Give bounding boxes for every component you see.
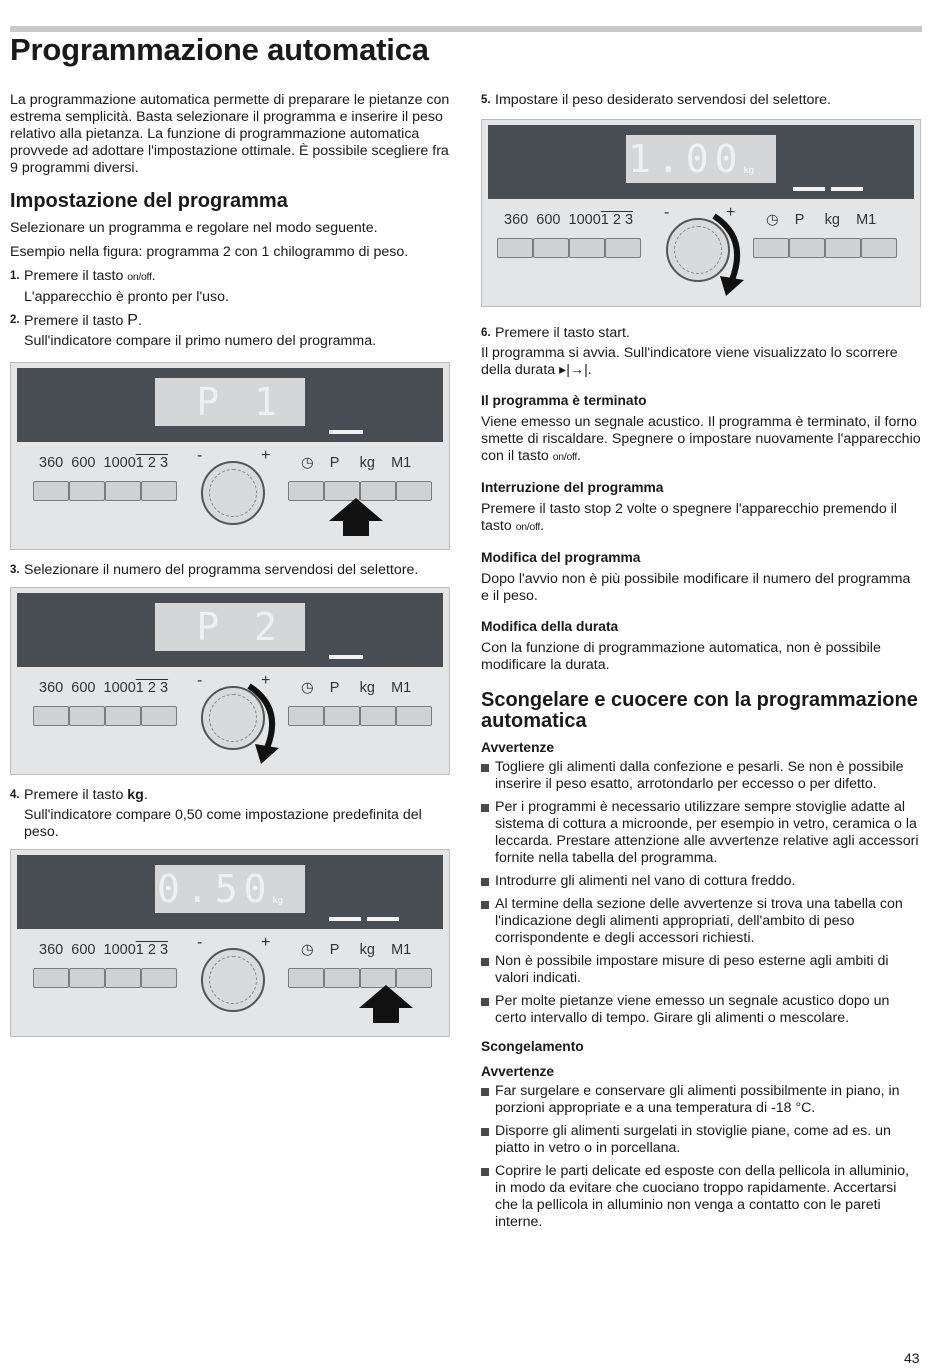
- label-kg: kg: [359, 942, 375, 958]
- label-m1: M1: [391, 942, 412, 958]
- label-m1: M1: [391, 455, 412, 471]
- step-6-result-text: Il programma si avvia. Sull'indicatore viene visualizzato lo scorrere della durata: [481, 345, 898, 378]
- page-title: Programmazione automatica: [10, 32, 429, 67]
- step-4-result: Sull'indicatore compare 0,50 come impostazione predefinita del peso.: [24, 807, 422, 840]
- heading-warnings: Avvertenze: [481, 740, 555, 755]
- modify-program-paragraph: Dopo l'avvio non è più possibile modificare il numero del programma e il peso.: [481, 571, 911, 604]
- minus-label: -: [197, 447, 203, 464]
- step-number: 3.: [10, 564, 20, 576]
- step-number: 6.: [481, 327, 491, 339]
- label-600: 600: [536, 212, 561, 228]
- defrost-warnings-list: [481, 1083, 921, 1231]
- step-text: Impostare il peso desiderato servendosi del selettore.: [495, 92, 831, 108]
- left-column: [10, 92, 450, 1049]
- label-360: 360: [504, 212, 529, 228]
- step-text: Selezionare il numero del programma servendosi del selettore.: [24, 562, 419, 578]
- control-panel-figure-4: [481, 119, 921, 307]
- minus-label: -: [197, 934, 203, 951]
- label-123: 1 2 3: [135, 680, 169, 696]
- step-text: Premere il tasto: [24, 313, 128, 329]
- step-text: Premere il tasto: [24, 787, 128, 803]
- list-item: Coprire le parti delicate ed esposte con della pellicola in alluminio, in modo da evitare che cuociano troppo rapidamente. Accertarsi che la pellicola in alluminio non venga a contatto con le pareti interne.: [481, 1163, 921, 1231]
- interrupt-paragraph: [481, 501, 921, 536]
- finished-paragraph: [481, 414, 921, 466]
- step-4: [10, 787, 450, 804]
- display-digits: P 2: [196, 605, 283, 649]
- list-item: Togliere gli alimenti dalla confezione e pesarli. Se non è possibile inserire il peso esatto, arrotondarlo per eccesso o per difetto.: [481, 759, 921, 793]
- plus-label: +: [261, 447, 271, 464]
- minus-label: -: [197, 672, 203, 689]
- label-123: 1 2 3: [135, 455, 169, 471]
- duration-symbol: ▸|→|: [559, 362, 588, 378]
- step-number: 4.: [10, 789, 20, 801]
- heading-interrupt: Interruzione del programma: [481, 480, 664, 495]
- setup-paragraph-2: Esempio nella figura: programma 2 con 1 chilogrammo di peso.: [10, 244, 409, 260]
- step-text-end: .: [137, 313, 142, 329]
- heading-modify-program: Modifica del programma: [481, 550, 641, 565]
- label-p: P: [794, 212, 805, 228]
- step-text: Premere il tasto: [24, 268, 128, 284]
- label-123: 1 2 3: [600, 212, 634, 228]
- heading-modify-duration: Modifica della durata: [481, 619, 619, 634]
- clock-icon: ◷: [301, 680, 314, 696]
- label-600: 600: [71, 455, 96, 471]
- step-text-end: .: [151, 268, 156, 284]
- label-360: 360: [39, 680, 64, 696]
- label-360: 360: [39, 455, 64, 471]
- label-1000: 1000: [103, 455, 136, 471]
- plus-label: +: [726, 204, 736, 221]
- display-digits: 1.00: [627, 137, 744, 181]
- display-digits: 0.50: [156, 867, 273, 911]
- label-kg: kg: [359, 680, 375, 696]
- step-1: [10, 268, 450, 286]
- onoff-symbol: on/off: [552, 451, 578, 463]
- heading-defrost-cook: Scongelare e cuocere con la programmazione automatica: [481, 689, 918, 732]
- step-6: [481, 325, 921, 342]
- label-1000: 1000: [103, 680, 136, 696]
- control-panel-figure-1: [10, 362, 450, 550]
- arrow-up-icon: [11, 850, 450, 1037]
- label-123: 1 2 3: [135, 942, 169, 958]
- label-kg: kg: [824, 212, 840, 228]
- label-600: 600: [71, 942, 96, 958]
- step-1-result: L'apparecchio è pronto per l'uso.: [24, 289, 229, 305]
- label-p: P: [329, 942, 340, 958]
- plus-label: +: [261, 934, 271, 951]
- label-p: P: [329, 680, 340, 696]
- step-text: Premere il tasto start.: [495, 325, 630, 341]
- display-unit: kg: [743, 165, 754, 175]
- rotate-arrow-icon: [11, 588, 450, 775]
- setup-paragraph-1: Selezionare un programma e regolare nel modo seguente.: [10, 220, 378, 236]
- list-item: Non è possibile impostare misure di peso esterne agli ambiti di valori indicati.: [481, 953, 921, 987]
- right-column: [481, 92, 921, 1237]
- list-item: Per molte pietanze viene emesso un segnale acustico dopo un certo intervallo di tempo. Girare gli alimenti o mescolare.: [481, 993, 921, 1027]
- list-item: Per i programmi è necessario utilizzare sempre stoviglie adatte al sistema di cottura a microonde, per esempio in vetro, ceramica o la leccarda. Prestare attenzione alle avvertenze relative agli accessori fornite nella tabella del programma.: [481, 799, 921, 867]
- control-panel-figure-2: [10, 587, 450, 775]
- step-number: 2.: [10, 314, 20, 326]
- clock-icon: ◷: [301, 942, 314, 958]
- arrow-up-icon: [11, 363, 450, 550]
- step-number: 5.: [481, 94, 491, 106]
- label-m1: M1: [391, 680, 412, 696]
- interrupt-text-end: .: [539, 518, 544, 534]
- display-unit: kg: [272, 895, 283, 905]
- step-2-result: Sull'indicatore compare il primo numero del programma.: [24, 333, 377, 349]
- p-symbol: P: [127, 312, 138, 329]
- label-kg: kg: [359, 455, 375, 471]
- finished-text-end: .: [577, 448, 581, 464]
- page-number: 43: [904, 1350, 920, 1366]
- step-5: [481, 92, 921, 109]
- step-6-result-end: .: [587, 362, 592, 378]
- step-2: [10, 312, 450, 330]
- kg-symbol: kg: [127, 787, 144, 803]
- label-600: 600: [71, 680, 96, 696]
- label-1000: 1000: [568, 212, 601, 228]
- label-m1: M1: [856, 212, 877, 228]
- label-360: 360: [39, 942, 64, 958]
- finished-text: Viene emesso un segnale acustico. Il programma è terminato, il forno smette di riscaldare. Spegnere o impostare nuovamente l'apparecchio con il tasto: [481, 414, 921, 464]
- step-text-end: .: [143, 787, 148, 803]
- onoff-symbol: on/off: [127, 271, 152, 283]
- list-item: Introdurre gli alimenti nel vano di cottura freddo.: [481, 873, 921, 890]
- step-number: 1.: [10, 270, 20, 282]
- heading-finished: Il programma è terminato: [481, 393, 647, 408]
- list-item: Far surgelare e conservare gli alimenti possibilmente in piano, in porzioni appropriate e a una temperatura di -18 °C.: [481, 1083, 921, 1117]
- display-digits: P 1: [196, 380, 283, 424]
- control-panel-figure-3: [10, 849, 450, 1037]
- minus-label: -: [664, 204, 670, 221]
- heading-setup: Impostazione del programma: [10, 190, 288, 212]
- heading-warnings-2: Avvertenze: [481, 1064, 555, 1079]
- list-item: Al termine della sezione delle avvertenze si trova una tabella con l'indicazione degli alimenti appropriati, dell'ambito di peso corrispondente e degli accessori richiesti.: [481, 896, 921, 947]
- modify-duration-paragraph: Con la funzione di programmazione automatica, non è possibile modificare la durata.: [481, 640, 881, 673]
- onoff-symbol: on/off: [515, 521, 540, 533]
- heading-defrost: Scongelamento: [481, 1039, 584, 1054]
- interrupt-text: Premere il tasto stop 2 volte o spegnere l'apparecchio premendo il tasto: [481, 501, 897, 534]
- intro-paragraph: La programmazione automatica permette di preparare le pietanze con estrema semplicità. Basta selezionare il programma e inserire il peso relativo alla pietanza. La funzione di programmazione automatica provvede ad adottare l'impostazione ottimale. È possibile scegliere fra 9 programmi diversi.: [10, 92, 450, 176]
- plus-label: +: [261, 672, 271, 689]
- step-3: [10, 562, 450, 579]
- label-p: P: [329, 455, 340, 471]
- clock-icon: ◷: [766, 212, 779, 228]
- rotate-arrow-icon: [482, 120, 921, 307]
- list-item: Disporre gli alimenti surgelati in stoviglie piane, come ad es. un piatto in vetro o in porcellana.: [481, 1123, 921, 1157]
- label-1000: 1000: [103, 942, 136, 958]
- warnings-list: [481, 759, 921, 1027]
- step-6-result: [481, 345, 921, 379]
- clock-icon: ◷: [301, 455, 314, 471]
